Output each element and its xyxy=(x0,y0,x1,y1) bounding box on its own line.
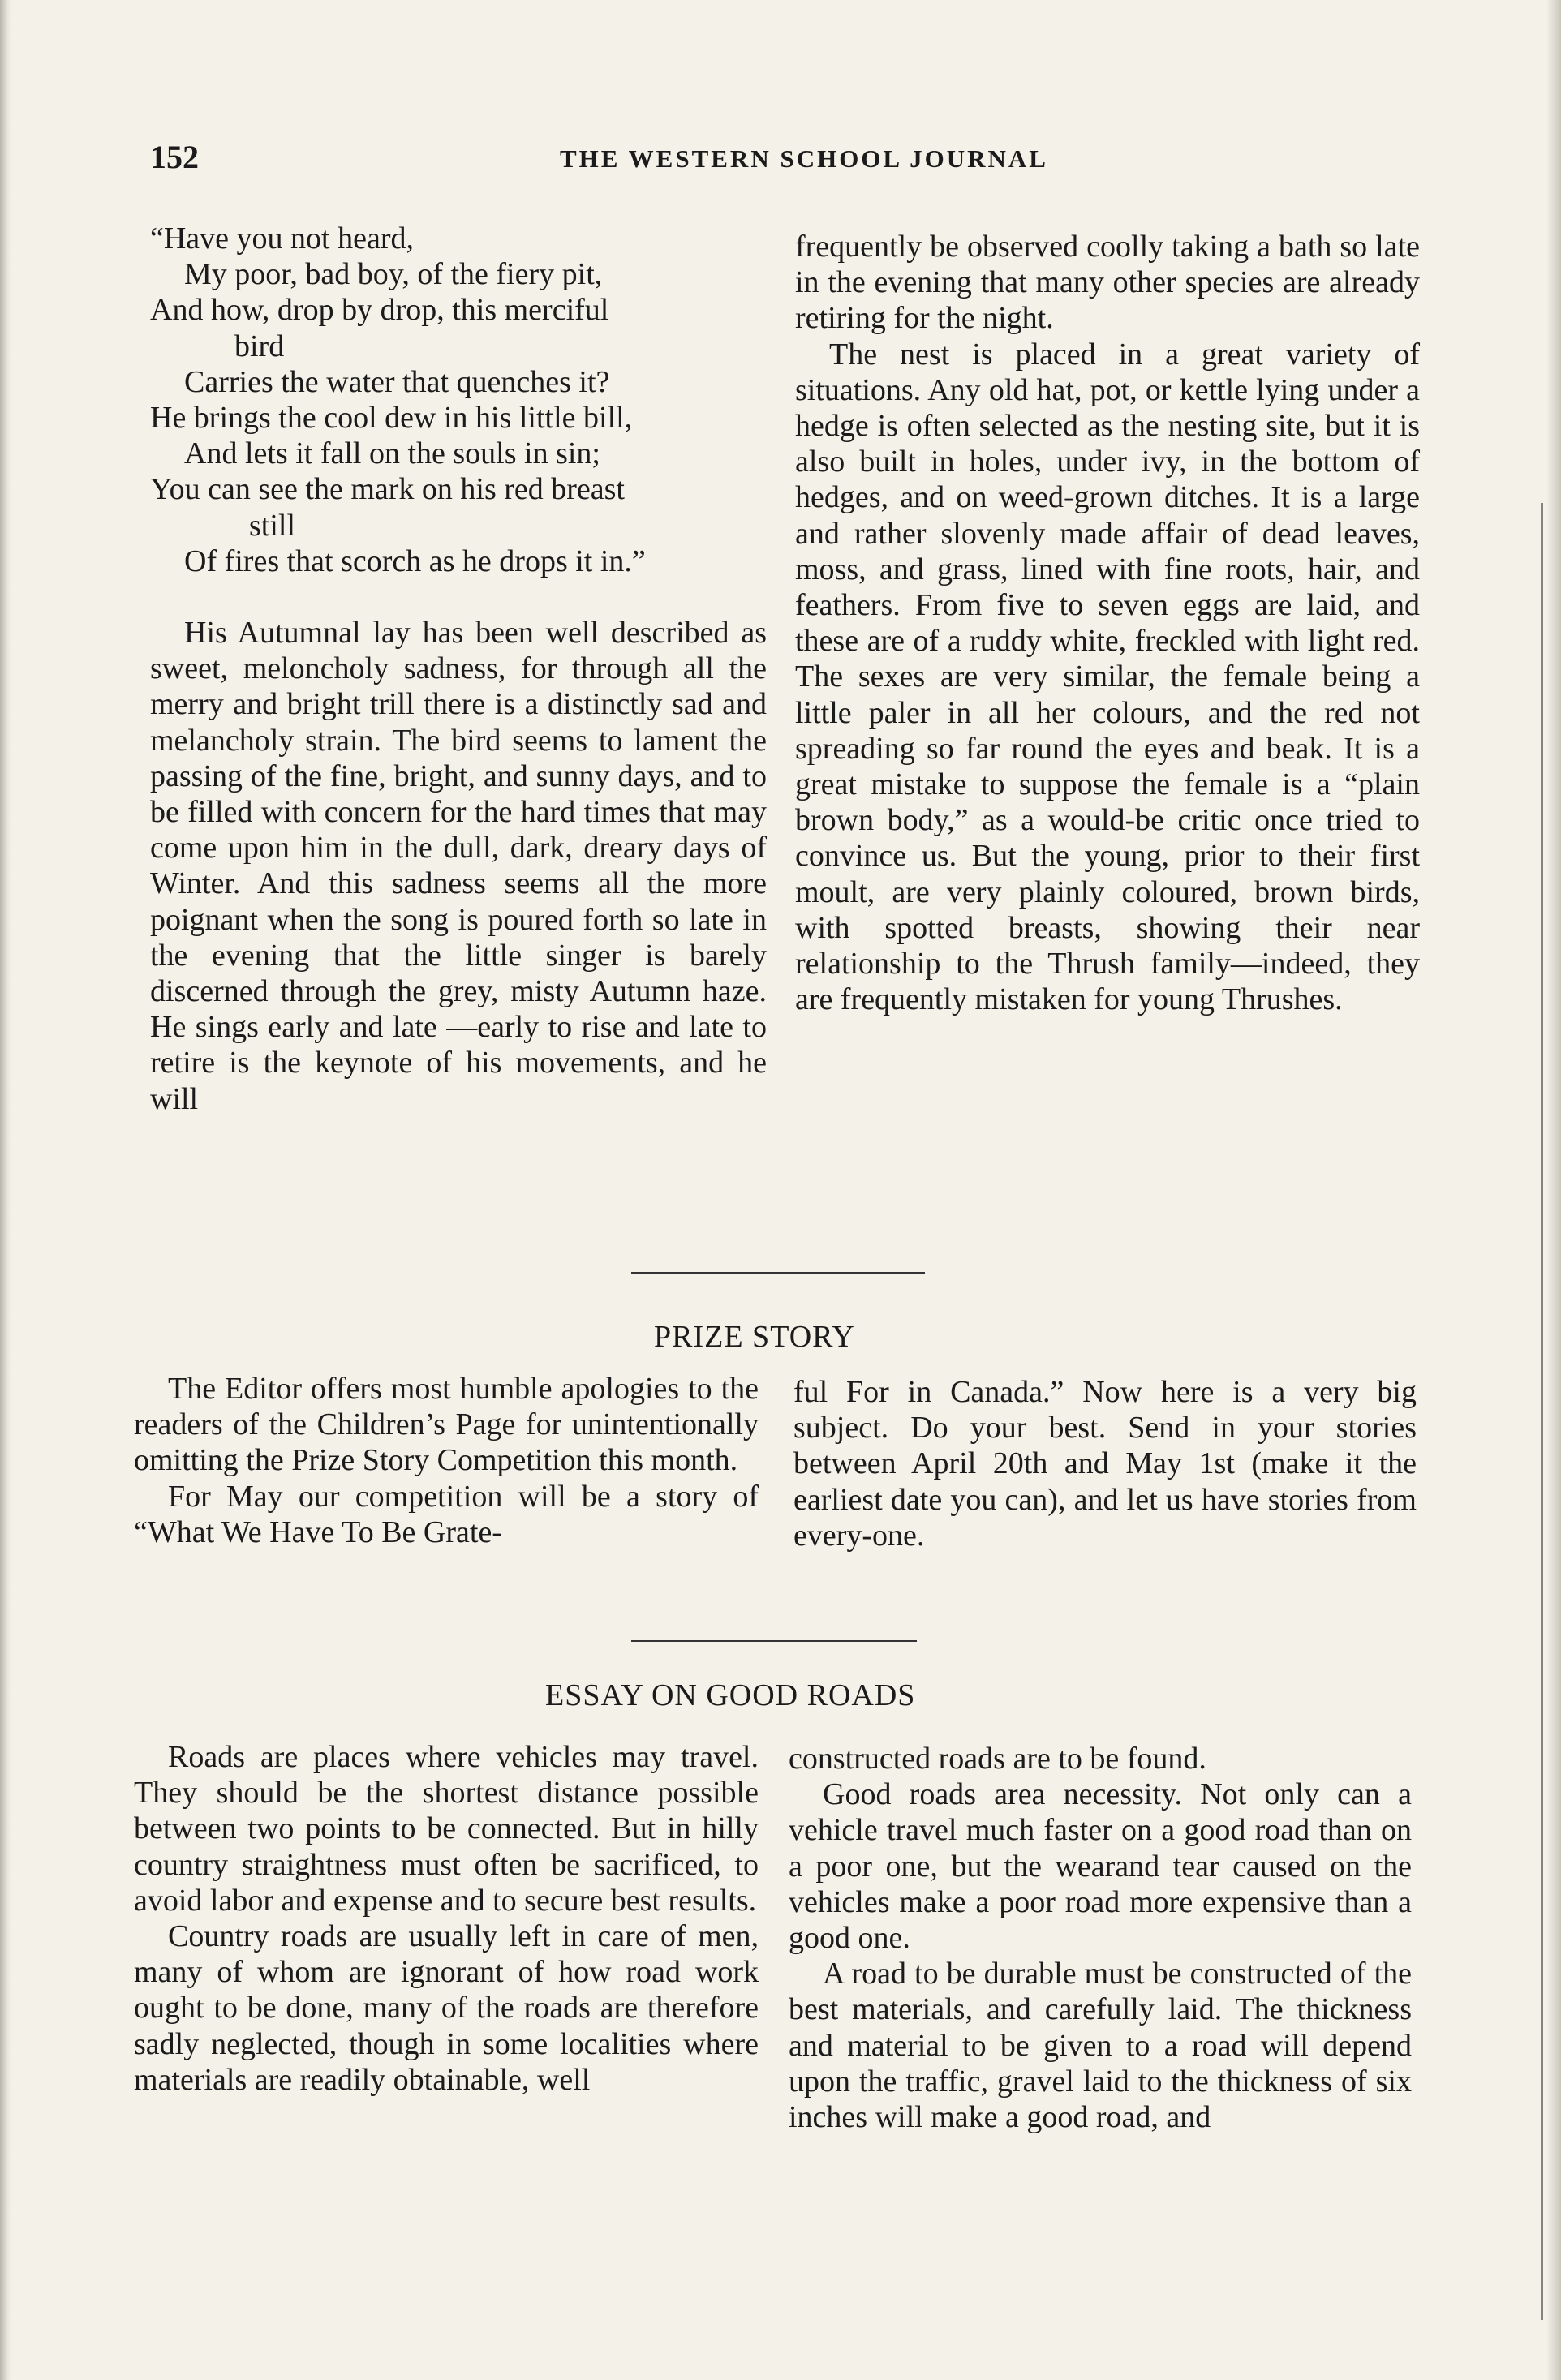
page-number: 152 xyxy=(150,139,199,175)
poem-line: He brings the cool dew in his little bill, xyxy=(150,401,633,436)
essay-paragraph: Good roads area necessity. Not only can a vehicle travel much faster on a good road than on a poor one, but the wearand tear caused on the vehicles make a poor road more expensive than a good one. xyxy=(789,1777,1412,1956)
prize-story-paragraph: ful For in Canada.” Now here is a very big subject. Do your best. Send in your stories between April 20th and May 1st (make it the earliest date you can), and let us have stories from every-one. xyxy=(793,1375,1417,1553)
article-paragraph: frequently be observed coolly taking a bath so late in the evening that many other species are already retiring for the night. xyxy=(795,230,1420,336)
page-edge-shadow xyxy=(0,0,11,2380)
poem-line: My poor, bad boy, of the fiery pit, xyxy=(184,257,603,292)
prize-story-paragraph: For May our competition will be a story of “What We Have To Be Grate- xyxy=(134,1479,759,1549)
poem xyxy=(150,221,767,579)
poem-line: You can see the mark on his red breast xyxy=(150,472,625,507)
essay-paragraph: A road to be durable must be constructed of the best materials, and carefully laid. The thickness and material to be given to a road will depend upon the traffic, gravel laid to the thickness of six inches will make a good road, and xyxy=(789,1957,1412,2135)
section-title-prize-story: PRIZE STORY xyxy=(654,1320,855,1354)
essay-paragraph: Roads are places where vehicles may travel. They should be the shortest distance possible between two points to be connected. But in hilly country straightness must often be sacrificed, to avoid labor and expense and to secure best results. xyxy=(134,1740,759,1918)
essay-paragraph: constructed roads are to be found. xyxy=(789,1742,1206,1776)
section-title-essay: ESSAY ON GOOD ROADS xyxy=(545,1678,916,1712)
essay-paragraph: Country roads are usually left in care of men, many of whom are ignorant of how road work ought to be done, many of the roads are therefore sadly neglected, though in some localities where materials are readily obtainable, well xyxy=(134,1919,759,2097)
article-paragraph: The nest is placed in a great variety of situations. Any old hat, pot, or kettle lying under a hedge is often selected as the nesting site, but it is also built in holes, under ivy, in the bottom of hedges, and on weed-grown ditches. It is a large and rather slovenly made affair of dead leaves, moss, and grass, lined with fine roots, hair, and feathers. From five to seven eggs are laid, and these are of a ruddy white, freckled with light red. The sexes are very similar, the female being a little paler in all her colours, and the red not spreading so far round the eyes and beak. It is a great mistake to suppose the female is a “plain brown body,” as a would-be critic once tried to convince us. But the young, prior to their first moult, are very plainly coloured, brown birds, with spotted breasts, showing their near relationship to the Thrush family—indeed, they are frequently mistaken for young Thrushes. xyxy=(795,337,1420,1017)
running-head: THE WESTERN SCHOOL JOURNAL xyxy=(560,144,1048,173)
poem-line: And lets it fall on the souls in sin; xyxy=(184,436,600,471)
page-binding-mark xyxy=(1541,503,1543,2320)
poem-line: And how, drop by drop, this merciful xyxy=(150,293,609,328)
poem-line: Of fires that scorch as he drops it in.” xyxy=(184,543,646,578)
poem-line: Carries the water that quenches it? xyxy=(184,364,610,399)
essay-right-column xyxy=(789,1741,1412,2135)
section-divider xyxy=(631,1272,925,1274)
poem-line: bird xyxy=(234,329,285,363)
page-edge-shadow xyxy=(1546,0,1561,2380)
page-header xyxy=(150,138,1440,187)
article-right-column xyxy=(795,229,1420,1017)
poem-line: “Have you not heard, xyxy=(150,221,414,256)
section-divider xyxy=(631,1640,917,1642)
prize-story-right-column xyxy=(793,1374,1417,1553)
article-paragraph: His Autumnal lay has been well described as sweet, meloncholy sadness, for through all the merry and bright trill there is a distinctly sad and melancholy strain. The bird seems to lament the passing of the fine, bright, and sunny days, and to be filled with concern for the hard times that may come upon him in the dull, dark, dreary days of Winter. And this sadness seems all the more poignant when the song is poured forth so late in the evening that the little singer is barely discerned through the grey, misty Autumn haze. He sings early and late —early to rise and late to retire is the keynote of his movements, and he will xyxy=(150,616,767,1116)
prize-story-paragraph: The Editor offers most humble apologies to the readers of the Children’s Page for unintentionally omitting the Prize Story Competition this month. xyxy=(134,1372,759,1478)
essay-left-column xyxy=(134,1739,759,2098)
article-left-column xyxy=(150,221,767,1117)
prize-story-left-column xyxy=(134,1371,759,1550)
poem-line: still xyxy=(249,508,296,543)
